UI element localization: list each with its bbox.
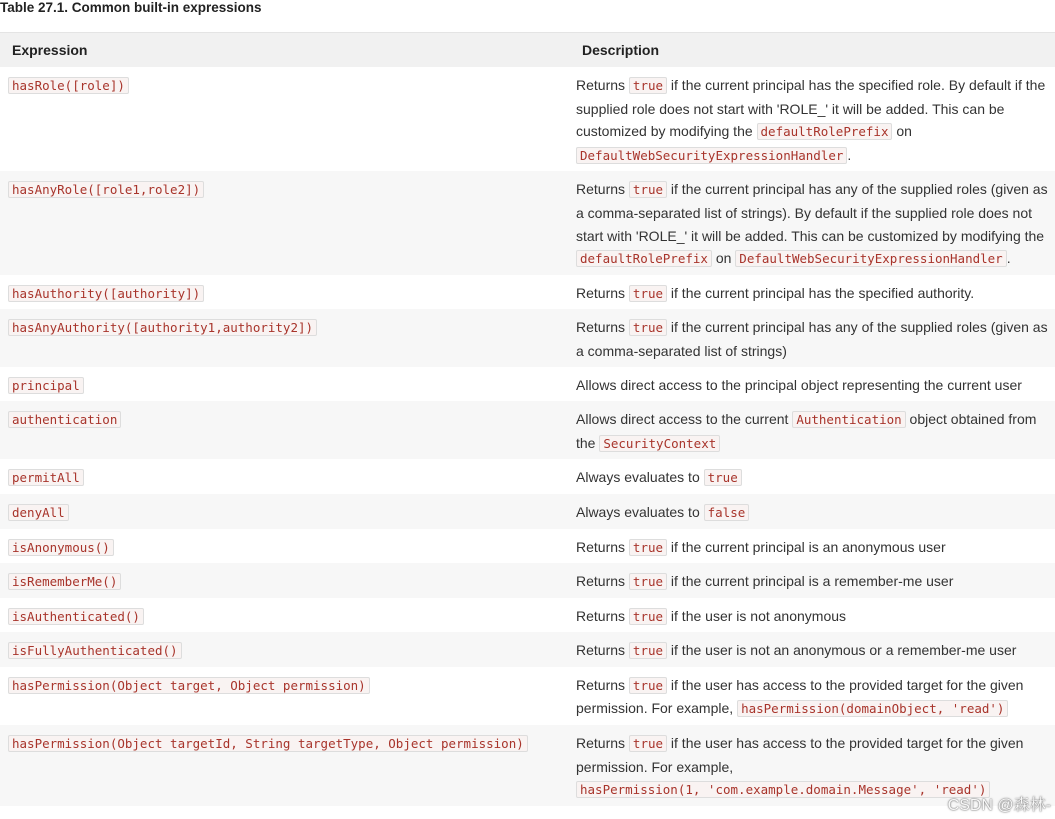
description-text: Allows direct access to the principal object representing the current user (576, 376, 1022, 393)
expression-cell (0, 67, 570, 171)
description-cell (570, 367, 1055, 402)
table-row (0, 494, 1055, 529)
description-text: if the current principal has any of the supplied roles (given as a comma-separated list of strings). By default if the supplied role does not start with 'ROLE_' it will be added. This can be customized by modifying the (576, 181, 1048, 244)
description-text: Returns (576, 676, 629, 693)
description-text: Returns (576, 284, 629, 301)
table-caption: Table 27.1. Common built-in expressions (0, 0, 262, 15)
expression-code: denyAll (8, 504, 69, 521)
description-cell (570, 401, 1055, 459)
description-text: Returns (576, 607, 629, 624)
expression-code: hasPermission(Object targetId, String targetType, Object permission) (8, 735, 528, 752)
inline-code: defaultRolePrefix (576, 250, 712, 267)
inline-code: hasPermission(1, 'com.example.domain.Message', 'read') (576, 781, 990, 798)
description-text: Returns (576, 181, 629, 198)
description-cell (570, 632, 1055, 667)
table-row (0, 632, 1055, 667)
description-text: if the user has access to the provided target for the given permission. For example, (576, 676, 1024, 717)
description-column-header: Description (570, 33, 1055, 68)
expression-cell (0, 632, 570, 667)
expression-cell (0, 459, 570, 494)
table-row (0, 309, 1055, 366)
inline-code: hasPermission(domainObject, 'read') (737, 700, 1008, 717)
description-cell (570, 309, 1055, 366)
description-text: Returns (576, 77, 629, 93)
table-row (0, 529, 1055, 564)
description-text: Returns (576, 735, 629, 752)
expression-code: authentication (8, 411, 121, 428)
expression-code: hasAuthority([authority]) (8, 285, 204, 302)
table-row (0, 563, 1055, 598)
expression-code: hasPermission(Object target, Object permission) (8, 677, 370, 694)
description-text: if the current principal is an anonymous user (667, 538, 946, 555)
table-row (0, 725, 1055, 806)
description-cell (570, 459, 1055, 494)
expression-cell (0, 563, 570, 598)
expression-cell (0, 401, 570, 459)
expression-code: isFullyAuthenticated() (8, 642, 182, 659)
description-cell (570, 598, 1055, 633)
expression-code: principal (8, 377, 84, 394)
description-text: Returns (576, 642, 629, 659)
expression-column-header: Expression (0, 33, 570, 68)
inline-code: true (629, 677, 667, 694)
description-text: Allows direct access to the current (576, 411, 793, 428)
watermark: CSDN @森林- (947, 797, 1051, 814)
description-text: Always evaluates to (576, 469, 704, 486)
expression-cell (0, 529, 570, 564)
expression-code: permitAll (8, 469, 84, 486)
description-text: if the current principal is a remember-me user (667, 573, 954, 590)
inline-code: true (704, 469, 742, 486)
expression-code: isAuthenticated() (8, 608, 144, 625)
description-text: . (847, 146, 852, 163)
description-text: Returns (576, 573, 629, 590)
description-text: Returns (576, 319, 629, 336)
description-cell (570, 67, 1055, 171)
inline-code: true (629, 539, 667, 556)
inline-code: true (629, 77, 667, 94)
expression-cell (0, 725, 570, 806)
description-text: on (711, 250, 736, 267)
expression-code: isRememberMe() (8, 573, 121, 590)
expression-cell (0, 494, 570, 529)
table-row (0, 598, 1055, 633)
description-text: Returns (576, 538, 629, 555)
expression-code: isAnonymous() (8, 539, 114, 556)
description-cell (570, 563, 1055, 598)
description-cell (570, 494, 1055, 529)
description-text: Always evaluates to (576, 503, 704, 520)
inline-code: Authentication (792, 411, 905, 428)
expression-cell (0, 367, 570, 402)
expression-code: hasAnyRole([role1,role2]) (8, 181, 204, 198)
description-text: if the user has access to the provided target for the given permission. For example, (576, 735, 1024, 775)
inline-code: true (629, 181, 667, 198)
expression-cell (0, 275, 570, 310)
description-text: if the current principal has any of the supplied roles (given as a comma-separated list of strings) (576, 319, 1048, 359)
inline-code: DefaultWebSecurityExpressionHandler (735, 250, 1006, 267)
table-row (0, 171, 1055, 274)
expression-cell (0, 598, 570, 633)
description-cell (570, 275, 1055, 310)
description-text: . (1006, 250, 1011, 267)
description-text: if the current principal has the specified role. By default if the supplied role does not start with 'ROLE_' it will be added. This can be customized by modifying the (576, 77, 1046, 140)
inline-code: false (704, 504, 750, 521)
expression-cell (0, 171, 570, 274)
expression-cell (0, 667, 570, 725)
inline-code: defaultRolePrefix (757, 123, 893, 140)
description-cell (570, 171, 1055, 274)
description-cell (570, 529, 1055, 564)
table-row (0, 367, 1055, 402)
inline-code: true (629, 319, 667, 336)
description-text: object obtained from the (576, 411, 1037, 451)
description-text: if the user is not an anonymous or a remember-me user (667, 642, 1017, 659)
table-row (0, 67, 1055, 171)
table-row (0, 275, 1055, 310)
inline-code: DefaultWebSecurityExpressionHandler (576, 147, 847, 164)
inline-code: true (629, 608, 667, 625)
description-text: on (892, 123, 912, 140)
description-cell (570, 667, 1055, 725)
expression-code: hasRole([role]) (8, 77, 129, 94)
inline-code: SecurityContext (599, 435, 720, 452)
table-header-row (0, 33, 1055, 68)
table-row (0, 667, 1055, 725)
table-row (0, 459, 1055, 494)
table-body (0, 67, 1055, 806)
inline-code: true (629, 735, 667, 752)
expression-code: hasAnyAuthority([authority1,authority2]) (8, 319, 317, 336)
expressions-table (0, 32, 1055, 806)
inline-code: true (629, 642, 667, 659)
description-text: if the user is not anonymous (667, 607, 847, 624)
inline-code: true (629, 573, 667, 590)
description-text: if the current principal has the specified authority. (667, 284, 975, 301)
inline-code: true (629, 285, 667, 302)
expression-cell (0, 309, 570, 366)
table-row (0, 401, 1055, 459)
